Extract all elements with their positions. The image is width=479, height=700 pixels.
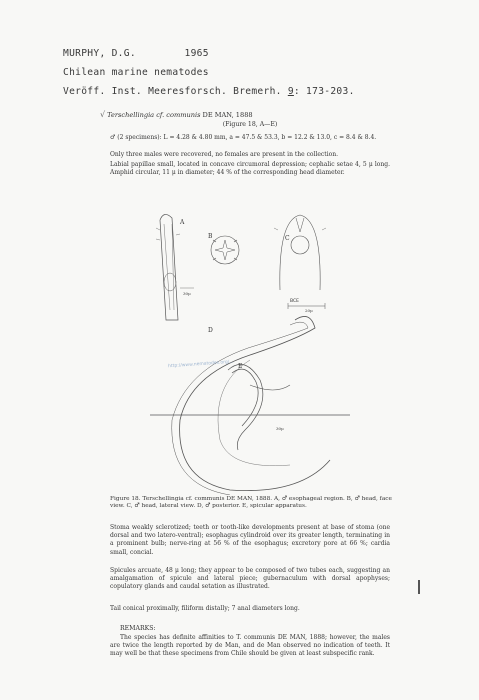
- figure-18-drawing: [150, 210, 350, 495]
- scale-bce-label: BCE: [290, 299, 299, 304]
- citation-journal: [63, 86, 355, 97]
- scale-bce-value: 20μ: [305, 308, 313, 313]
- species-heading: [100, 110, 400, 119]
- fig-label-d: D: [208, 327, 213, 334]
- margin-mark: [418, 580, 420, 594]
- figure-e-spicular-apparatus: [228, 364, 290, 450]
- figure-caption: Figure 18. Terschellingia cf. communis DE MAN, 1888. A, ♂ esophageal region. B, ♂ head, face view. C, ♂ head, lateral view. D, ♂ posterior. E, spicular apparatus.: [110, 496, 392, 510]
- sex-note-paragraph: Only three males were recovered, no females are present in the collection.: [110, 151, 339, 158]
- fig-label-c: C: [285, 235, 290, 242]
- species-name: Terschellingia cf. communis: [107, 111, 201, 119]
- citation-journal-name: Veröff. Inst. Meeresforsch. Bremerh.: [63, 86, 288, 97]
- figure-d-male-posterior: [150, 316, 350, 495]
- check-mark: √: [100, 110, 106, 119]
- citation-author-year: MURPHY, D.G. 1965: [63, 48, 209, 59]
- figure-reference: (Figure 18, A—E): [222, 121, 278, 128]
- remarks-paragraph: The species has definite affinities to T. communis DE MAN, 1888; however, the males are twice the length reported by de Man, and de Man observed no indication of teeth. It may well be that these specimens from Chile should be given at least subspecific rank.: [110, 634, 390, 658]
- figure-b-head-face-view: [211, 236, 239, 264]
- fig-label-e: E: [238, 363, 243, 370]
- tail-paragraph: Tail conical proximally, filiform distally; 7 anal diameters long.: [110, 605, 300, 612]
- fig-scale-a: 30μ: [183, 291, 191, 296]
- spicules-paragraph: Spicules arcuate, 48 μ long; they appear to be composed of two tubes each, suggesting an amalgamation of spicule and lateral piece; gubernaculum with dorsal apophyses; copulatory glands and caudal setation as illustrated.: [110, 567, 390, 591]
- citation-volume: 9: [287, 86, 294, 97]
- measurements-paragraph: ♂ (2 specimens): L = 4.28 & 4.80 mm, a = 47.5 & 53.3, b = 12.2 & 13.0, c = 8.4 & 8.4.: [110, 134, 377, 141]
- figure-c-head-lateral-view: [274, 215, 326, 290]
- stoma-paragraph: Stoma weakly sclerotized; teeth or tooth-like developments present at base of stoma (one dorsal and two latero-ventral); esophagus cylindroid over its greater length, terminating in a prominent bulb; nerve-ring at 56 % of the esophagus; excretory pore at 66 %; cardia small, concial.: [110, 524, 390, 556]
- head-description-paragraph: Labial papillae small, located in concave circumoral depression; cephalic setae 4, 5 μ long. Amphid circular, 11 μ in diameter; 44 % of the corresponding head diameter.: [110, 161, 390, 177]
- figure-a-esophageal-region: [156, 214, 194, 320]
- fig-label-b: B: [208, 233, 213, 240]
- fig-scale-d: 30μ: [276, 426, 284, 431]
- citation-pages: : 173-203.: [293, 86, 355, 97]
- remarks-heading: REMARKS:: [120, 625, 156, 632]
- citation-title: Chilean marine nematodes: [63, 67, 209, 78]
- species-authority: DE MAN, 1888: [200, 111, 253, 119]
- fig-label-a: A: [180, 219, 185, 226]
- watermark: http://www.nematodes.org/...: [167, 359, 234, 370]
